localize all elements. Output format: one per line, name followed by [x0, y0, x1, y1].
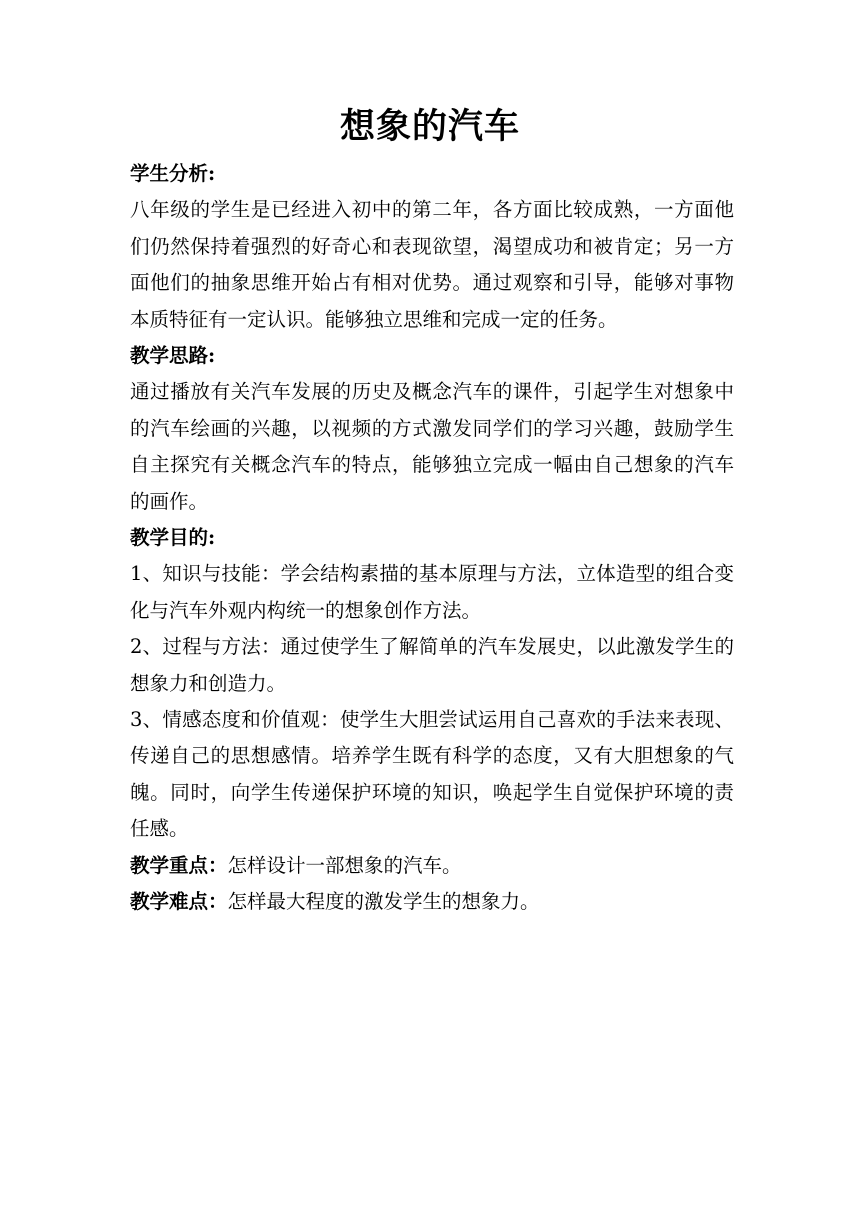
key-point-text: 怎样设计一部想象的汽车。	[227, 853, 462, 877]
teaching-approach-paragraph: 通过播放有关汽车发展的历史及概念汽车的课件，引起学生对想象中的汽车绘画的兴趣，以视频的方式激发同学们的学习兴趣，鼓励学生自主探究有关概念汽车的特点，能够独立完成一幅由自己想象的汽车的画作。	[130, 380, 734, 513]
teaching-goal-item: 2、过程与方法：通过使学生了解简单的汽车发展史，以此激发学生的想象力和创造力。	[130, 635, 734, 695]
key-point-line	[130, 848, 734, 884]
teaching-approach-heading: 教学思路:	[130, 344, 216, 368]
student-analysis-heading: 学生分析:	[130, 162, 216, 185]
document-title: 想象的汽车	[339, 106, 520, 147]
difficult-point-label: 教学难点：	[130, 890, 228, 914]
teaching-goals-heading: 教学目的:	[130, 526, 216, 550]
difficult-point-line	[130, 884, 734, 920]
teaching-goal-item: 3、情感态度和价值观：使学生大胆尝试运用自己喜欢的手法来表现、传递自己的思想感情。培养学生既有科学的态度，又有大胆想象的气魄。同时，向学生传递保护环境的知识，唤起学生自觉保护环境的责任感。	[130, 708, 734, 841]
student-analysis-paragraph: 八年级的学生是已经进入初中的第二年，各方面比较成熟，一方面他们仍然保持着强烈的好奇心和表现欲望，渴望成功和被肯定；另一方面他们的抽象思维开始占有相对优势。通过观察和引导，能够对事物本质特征有一定认识。能够独立思维和完成一定的任务。	[130, 198, 734, 331]
key-point-label: 教学重点：	[130, 853, 228, 877]
teaching-goal-item: 1、知识与技能：学会结构素描的基本原理与方法，立体造型的组合变化与汽车外观内构统一的想象创作方法。	[130, 562, 734, 622]
document-body	[130, 156, 734, 920]
difficult-point-text: 怎样最大程度的激发学生的想象力。	[227, 890, 540, 914]
